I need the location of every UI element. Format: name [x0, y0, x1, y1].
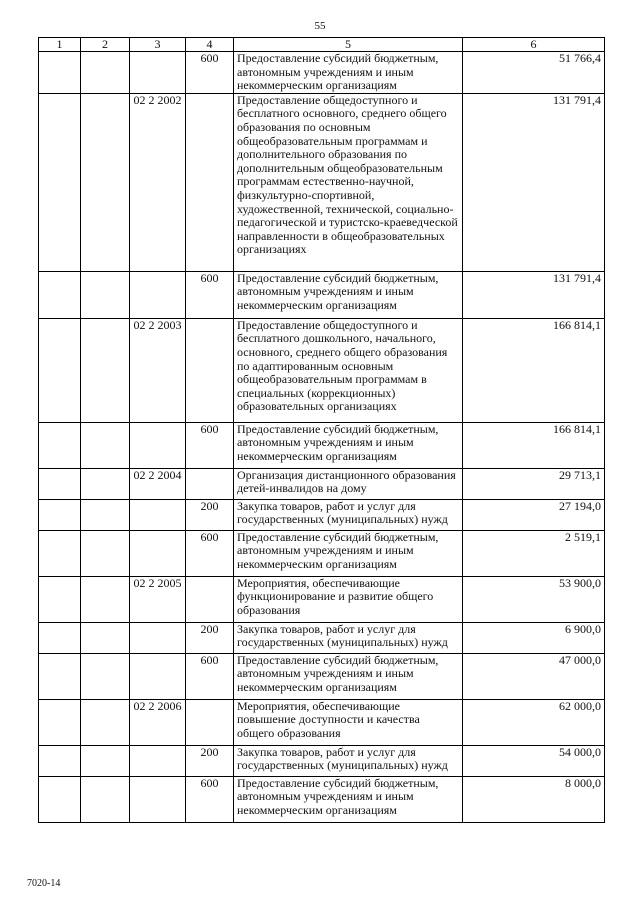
cell-col-6: 166 814,1	[463, 422, 605, 468]
cell-col-6: 62 000,0	[463, 699, 605, 745]
cell-col-6: 6 900,0	[463, 622, 605, 653]
cell-col-6: 53 900,0	[463, 576, 605, 622]
cell-col-3: 02 2 2002	[130, 93, 186, 271]
cell-col-6: 166 814,1	[463, 318, 605, 422]
cell-col-3	[130, 499, 186, 530]
cell-col-4	[186, 468, 234, 499]
cell-col-6: 27 194,0	[463, 499, 605, 530]
cell-col-3	[130, 271, 186, 318]
cell-col-4: 600	[186, 422, 234, 468]
cell-col-4: 600	[186, 271, 234, 318]
cell-col-5: Предоставление субсидий бюджетным, автономным учреждениям и иным некоммерческим организациям	[234, 530, 463, 576]
table-row	[39, 653, 605, 699]
cell-col-3: 02 2 2006	[130, 699, 186, 745]
footer-code: 7020-14	[27, 878, 61, 889]
cell-col-6: 2 519,1	[463, 530, 605, 576]
column-header: 4	[186, 38, 234, 52]
cell-col-2	[81, 622, 130, 653]
table-row	[39, 530, 605, 576]
cell-col-1	[39, 776, 81, 822]
cell-col-6: 8 000,0	[463, 776, 605, 822]
cell-col-3	[130, 622, 186, 653]
cell-col-3	[130, 52, 186, 94]
cell-col-1	[39, 93, 81, 271]
cell-col-5: Закупка товаров, работ и услуг для государственных (муниципальных) нужд	[234, 499, 463, 530]
table-row	[39, 422, 605, 468]
cell-col-1	[39, 422, 81, 468]
cell-col-4	[186, 318, 234, 422]
cell-col-4: 600	[186, 653, 234, 699]
cell-col-2	[81, 52, 130, 94]
cell-col-1	[39, 271, 81, 318]
cell-col-5: Предоставление субсидий бюджетным, автономным учреждениям и иным некоммерческим организациям	[234, 776, 463, 822]
cell-col-1	[39, 622, 81, 653]
cell-col-6: 47 000,0	[463, 653, 605, 699]
cell-col-5: Закупка товаров, работ и услуг для государственных (муниципальных) нужд	[234, 622, 463, 653]
table-row	[39, 776, 605, 822]
cell-col-2	[81, 93, 130, 271]
cell-col-3	[130, 776, 186, 822]
header-row	[39, 38, 605, 52]
column-header: 1	[39, 38, 81, 52]
table-row	[39, 52, 605, 94]
cell-col-3	[130, 530, 186, 576]
cell-col-4: 200	[186, 745, 234, 776]
cell-col-4: 200	[186, 622, 234, 653]
cell-col-6: 131 791,4	[463, 271, 605, 318]
cell-col-3	[130, 422, 186, 468]
cell-col-1	[39, 318, 81, 422]
table-row	[39, 622, 605, 653]
cell-col-2	[81, 776, 130, 822]
cell-col-5: Предоставление субсидий бюджетным, автономным учреждениям и иным некоммерческим организациям	[234, 52, 463, 94]
cell-col-4: 600	[186, 530, 234, 576]
cell-col-6: 51 766,4	[463, 52, 605, 94]
cell-col-2	[81, 576, 130, 622]
cell-col-4: 200	[186, 499, 234, 530]
cell-col-2	[81, 653, 130, 699]
cell-col-5: Закупка товаров, работ и услуг для государственных (муниципальных) нужд	[234, 745, 463, 776]
cell-col-5: Мероприятия, обеспечивающие повышение доступности и качества общего образования	[234, 699, 463, 745]
budget-table	[38, 37, 605, 823]
cell-col-5: Предоставление субсидий бюджетным, автономным учреждениям и иным некоммерческим организациям	[234, 271, 463, 318]
cell-col-2	[81, 499, 130, 530]
cell-col-4	[186, 93, 234, 271]
table-row	[39, 576, 605, 622]
cell-col-4	[186, 576, 234, 622]
cell-col-3: 02 2 2004	[130, 468, 186, 499]
cell-col-3: 02 2 2003	[130, 318, 186, 422]
cell-col-1	[39, 699, 81, 745]
column-header: 2	[81, 38, 130, 52]
cell-col-1	[39, 530, 81, 576]
cell-col-2	[81, 422, 130, 468]
cell-col-1	[39, 52, 81, 94]
cell-col-5: Предоставление общедоступного и бесплатного дошкольного, начального, основного, среднего общего образования по адаптированным основным общеобразовательным программам в специальных (коррекционных) образовательных организациях	[234, 318, 463, 422]
cell-col-1	[39, 576, 81, 622]
cell-col-1	[39, 745, 81, 776]
table-row	[39, 499, 605, 530]
column-header: 3	[130, 38, 186, 52]
cell-col-2	[81, 271, 130, 318]
cell-col-1	[39, 499, 81, 530]
cell-col-2	[81, 745, 130, 776]
table-row	[39, 271, 605, 318]
cell-col-2	[81, 530, 130, 576]
cell-col-4	[186, 699, 234, 745]
cell-col-4: 600	[186, 52, 234, 94]
cell-col-5: Мероприятия, обеспечивающие функционирование и развитие общего образования	[234, 576, 463, 622]
cell-col-6: 54 000,0	[463, 745, 605, 776]
table-row	[39, 699, 605, 745]
cell-col-1	[39, 653, 81, 699]
column-header: 6	[463, 38, 605, 52]
cell-col-5: Организация дистанционного образования детей-инвалидов на дому	[234, 468, 463, 499]
cell-col-3	[130, 745, 186, 776]
cell-col-5: Предоставление субсидий бюджетным, автономным учреждениям и иным некоммерческим организациям	[234, 653, 463, 699]
cell-col-5: Предоставление общедоступного и бесплатного основного, среднего общего образования по основным общеобразовательным программам и дополнительного образования по дополнительным общеобразовательным программам естественно-научной, физкультурно-спортивной, художественной, технической, социально-педагогической и туристско-краеведческой направленности в общеобразовательных организациях	[234, 93, 463, 271]
cell-col-6: 29 713,1	[463, 468, 605, 499]
table-row	[39, 318, 605, 422]
page-number: 55	[314, 20, 326, 32]
cell-col-5: Предоставление субсидий бюджетным, автономным учреждениям и иным некоммерческим организациям	[234, 422, 463, 468]
cell-col-4: 600	[186, 776, 234, 822]
cell-col-3: 02 2 2005	[130, 576, 186, 622]
cell-col-2	[81, 468, 130, 499]
table-row	[39, 468, 605, 499]
cell-col-3	[130, 653, 186, 699]
cell-col-2	[81, 318, 130, 422]
cell-col-1	[39, 468, 81, 499]
table-row	[39, 93, 605, 271]
table-row	[39, 745, 605, 776]
cell-col-2	[81, 699, 130, 745]
column-header: 5	[234, 38, 463, 52]
cell-col-6: 131 791,4	[463, 93, 605, 271]
